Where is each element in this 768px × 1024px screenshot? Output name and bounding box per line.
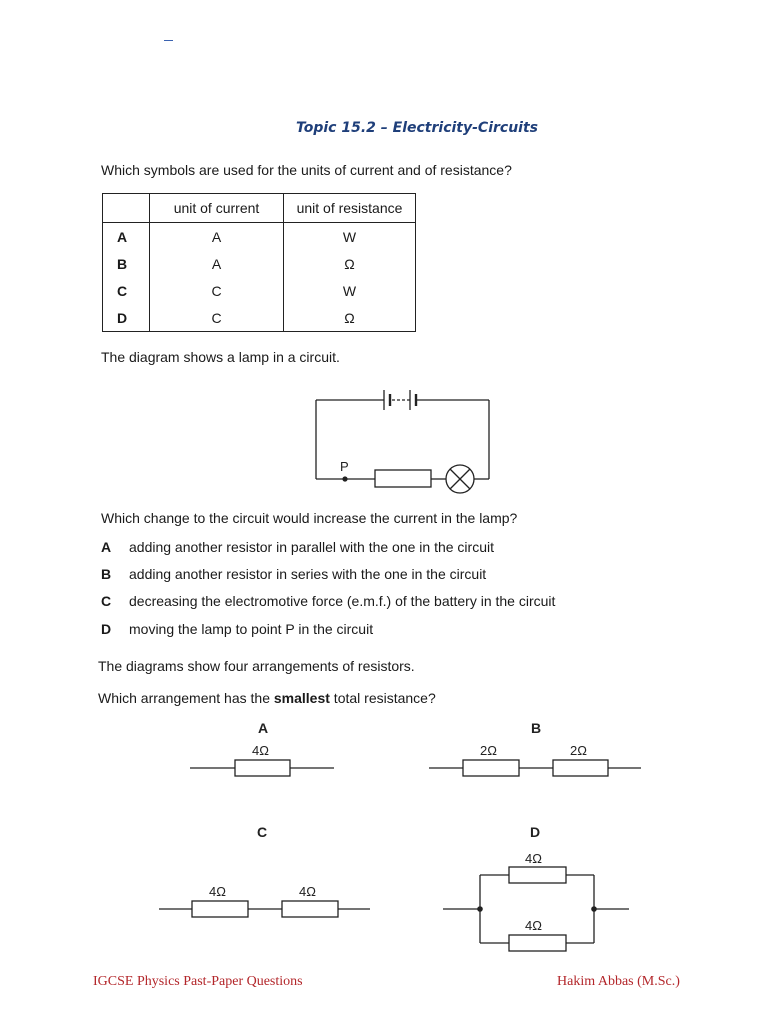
header-dash-mark bbox=[164, 40, 173, 41]
option-letter: D bbox=[101, 621, 112, 637]
arrangement-b-label: B bbox=[531, 720, 542, 736]
table-header-cell: unit of resistance bbox=[284, 194, 416, 223]
resistor bbox=[509, 867, 566, 883]
table-cell-resistance: Ω bbox=[284, 304, 416, 332]
option-letter: C bbox=[101, 593, 112, 609]
resistor-value-label: 4Ω bbox=[525, 918, 542, 933]
option-text: adding another resistor in parallel with the one in the circuit bbox=[129, 539, 494, 555]
arrangement-c-diagram bbox=[150, 822, 380, 922]
point-p-dot bbox=[342, 476, 347, 481]
question-2-intro: The diagram shows a lamp in a circuit. bbox=[101, 349, 340, 365]
resistor bbox=[192, 901, 248, 917]
option-letter: A bbox=[101, 539, 112, 555]
resistor-value-label: 4Ω bbox=[252, 743, 269, 758]
option-letter: B bbox=[101, 566, 112, 582]
resistor bbox=[553, 760, 608, 776]
arrangement-b-diagram bbox=[420, 716, 650, 786]
question-3-text-end: total resistance? bbox=[329, 690, 436, 706]
question-1-text: Which symbols are used for the units of current and of resistance? bbox=[101, 162, 512, 178]
question-2-text: Which change to the circuit would increase the current in the lamp? bbox=[101, 510, 518, 526]
table-row-letter: C bbox=[117, 282, 128, 299]
question-3-intro: The diagrams show four arrangements of resistors. bbox=[98, 658, 415, 674]
footer-right: Hakim Abbas (M.Sc.) bbox=[557, 974, 680, 989]
table-header-cell bbox=[103, 194, 150, 223]
table-cell-current: C bbox=[150, 277, 284, 304]
table-row bbox=[103, 250, 416, 277]
resistor-value-label: 4Ω bbox=[525, 851, 542, 866]
table-cell-current: A bbox=[150, 250, 284, 277]
table-cell-resistance: W bbox=[284, 223, 416, 251]
arrangement-a-label: A bbox=[258, 720, 269, 736]
footer-left: IGCSE Physics Past-Paper Questions bbox=[93, 974, 303, 989]
arrangement-c-label: C bbox=[257, 824, 268, 840]
resistor-value-label: 2Ω bbox=[570, 743, 587, 758]
junction-dot bbox=[477, 906, 483, 912]
option-text: adding another resistor in series with the one in the circuit bbox=[129, 566, 487, 582]
junction-dot bbox=[591, 906, 597, 912]
question-3-text bbox=[98, 690, 436, 706]
option-text: moving the lamp to point P in the circuit bbox=[129, 621, 374, 637]
table-row-letter: B bbox=[117, 255, 128, 272]
table-cell-current: C bbox=[150, 304, 284, 332]
arrangement-d-diagram bbox=[436, 822, 636, 952]
lamp-circuit-diagram bbox=[300, 372, 500, 496]
resistor-value-label: 4Ω bbox=[299, 884, 316, 899]
resistor bbox=[463, 760, 519, 776]
resistor bbox=[235, 760, 290, 776]
table-row bbox=[103, 304, 416, 332]
resistor-value-label: 2Ω bbox=[480, 743, 497, 758]
resistor bbox=[509, 935, 566, 951]
option-text: decreasing the electromotive force (e.m.f.) of the battery in the circuit bbox=[129, 593, 556, 609]
table-cell-resistance: Ω bbox=[284, 250, 416, 277]
units-table bbox=[102, 193, 416, 332]
question-3-emphasis: smallest bbox=[273, 690, 330, 706]
resistor-value-label: 4Ω bbox=[209, 884, 226, 899]
resistor bbox=[375, 470, 431, 487]
table-header-cell: unit of current bbox=[150, 194, 284, 223]
resistor bbox=[282, 901, 338, 917]
units-table-header-row bbox=[103, 194, 416, 223]
table-cell-resistance: W bbox=[284, 277, 416, 304]
arrangement-a-diagram bbox=[180, 716, 350, 786]
point-p-label: P bbox=[340, 459, 349, 474]
table-row-letter: A bbox=[117, 228, 128, 245]
table-row bbox=[103, 277, 416, 304]
arrangement-d-label: D bbox=[530, 824, 541, 840]
table-row-letter: D bbox=[117, 309, 128, 326]
page-title: Topic 15.2 – Electricity-Circuits bbox=[296, 120, 538, 136]
table-row bbox=[103, 223, 416, 251]
question-3-text-start: Which arrangement has the bbox=[98, 690, 274, 706]
table-cell-current: A bbox=[150, 223, 284, 251]
